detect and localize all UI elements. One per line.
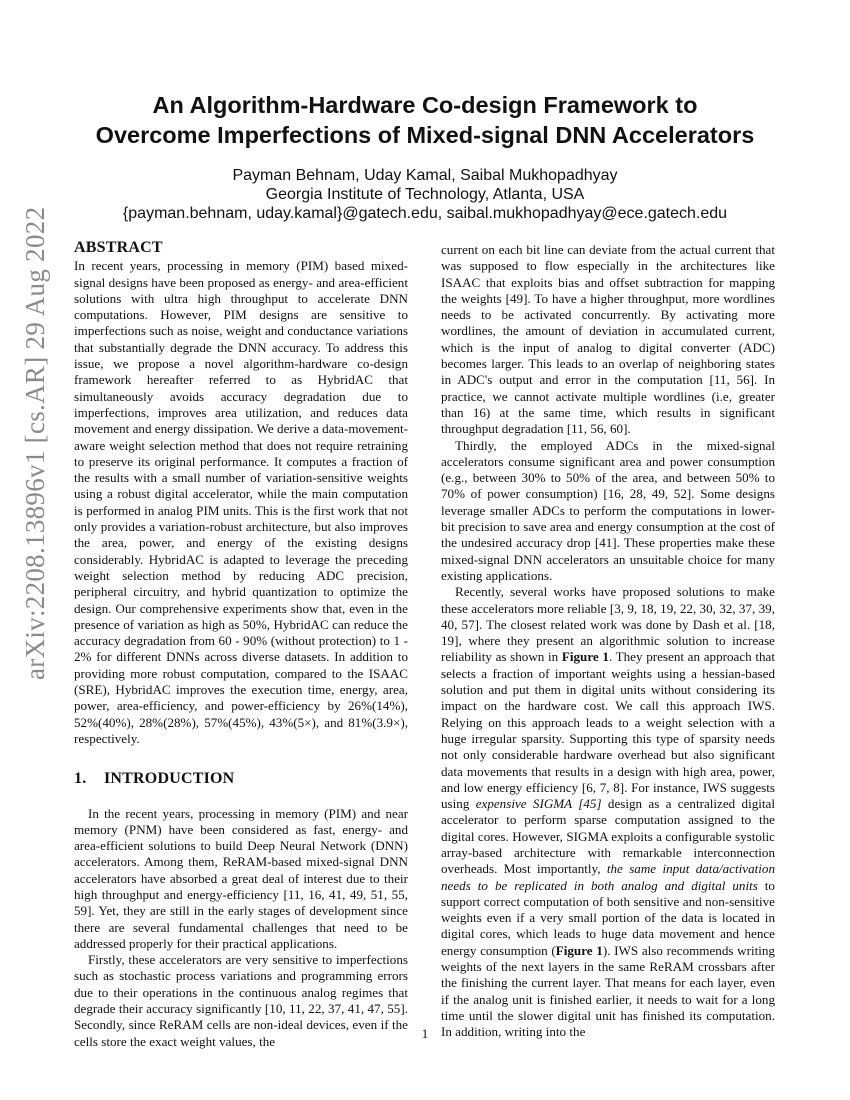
author-names: Payman Behnam, Uday Kamal, Saibal Mukhopadhyay — [232, 167, 618, 184]
section-number: 1. — [74, 770, 87, 788]
text-run: ). IWS also recommends writing weights of the next layers in the same ReRAM crossbars after the finishing the current layer. That means for each layer, even if the analog unit is finished earlier, it needs to wait for a long time until the slower digital unit has finished its computation. In addition, writing into the — [441, 942, 775, 1040]
introduction-heading — [74, 771, 408, 787]
emphasis-text: the same input data/activation needs to be replicated in both analog and digital units — [441, 861, 775, 893]
figure-reference: Figure 1 — [561, 649, 609, 665]
right-paragraph-2: Thirdly, the employed ADCs in the mixed-signal accelerators consume significant area and power consumption (e.g., between 30% to 50% of the area, and between 50% to 70% of power consumption) [16, 28, 49, 52]. Some designs leverage smaller ADCs to perform the computations in lower-bit precision to save area and energy consumption at the cost of the undesired accuracy drop [41]. These properties make these mixed-signal DNN accelerators an unsuitable choice for many existing applications. — [441, 437, 775, 583]
text-run: to support correct computation of both sensitive and non-sensitive weights even if a very small portion of the data is located in digital cores, which leads to huge data movement and hence energy consumption ( — [441, 877, 775, 958]
author-block — [60, 166, 790, 223]
intro-paragraph-1: In the recent years, processing in memory (PIM) and near memory (PNM) have been considered as fast, energy- and area-efficient solutions to build Deep Neural Network (DNN) accelerators. Among them, ReRAM-based mixed-signal DNN accelerators have absorbed a great deal of interest due to their high throughput and energy-efficiency [11, 16, 41, 49, 51, 55, 59]. Yet, they are still in the early stages of development since there are several fundamental challenges that need to be addressed properly for their practical applications. — [74, 805, 408, 951]
affiliation: Georgia Institute of Technology, Atlanta, USA — [265, 186, 585, 203]
text-run: design as a centralized digital accelerator to perform sparse computation assigned to the digital cores. However, SIGMA exploits a configurable systolic array-based architecture with remarkable interconnection overheads. Most importantly, — [441, 796, 775, 877]
abstract-heading: ABSTRACT — [74, 239, 163, 256]
right-paragraph-3 — [441, 584, 775, 1040]
text-run: Recently, several works have proposed solutions to make these accelerators more reliable [3, 9, 18, 19, 22, 30, 32, 37, 39, 40, 57]. The closest related work was done by Dash et al. [18, 19], where they present an algorithmic solution to increase reliability as shown in — [441, 584, 775, 665]
title-line-1: An Algorithm-Hardware Co-design Framework to — [152, 92, 698, 118]
section-title: INTRODUCTION — [104, 770, 235, 788]
paper-title — [60, 90, 790, 150]
left-column — [74, 240, 408, 1050]
author-emails: {payman.behnam, uday.kamal}@gatech.edu, saibal.mukhopadhyay@ece.gatech.edu — [122, 205, 728, 222]
figure-reference: Figure 1 — [555, 942, 603, 958]
arxiv-identifier: arXiv:2208.13896v1 [cs.AR] 29 Aug 2022 — [20, 206, 50, 680]
emphasis-text: expensive SIGMA [45] — [475, 796, 602, 812]
title-line-2: Overcome Imperfections of Mixed-signal DNN Accelerators — [95, 122, 755, 148]
right-paragraph-1: current on each bit line can deviate from the actual current that was supposed to flow especially in the architectures like ISAAC that exploits bias and offset subtraction for mapping the weights [49]. To have a higher throughput, more wordlines needs to be activated concurrently. By activating more wordlines, the amount of deviation in accumulated current, which is the input of analog to digital converter (ADC) becomes larger. This leads to an overlap of neighboring states in ADC's output and error in the computation [11, 56]. In practice, we cannot activate multiple wordlines (i.e, greater than 16) at the same time, which results in significant throughput degradation [11, 56, 60]. — [441, 242, 775, 437]
text-run: . They present an approach that selects a fraction of important weights using a hessian-based solution and put them in digital units without considering its impact on the hardware cost. We call this approach IWS. Relying on this approach leads to a weight selection with a huge irregular sparsity. Supporting this type of sparsity needs not only considerable hardware overhead but also significant data movements that results in a design with high area, power, and low energy efficiency [6, 7, 8]. For instance, IWS suggests using — [441, 649, 775, 812]
intro-paragraph-2: Firstly, these accelerators are very sensitive to imperfections such as stochastic process variations and programming errors due to their operations in the continuous analog regimes that degrade their accuracy significantly [10, 11, 22, 37, 41, 47, 55]. Secondly, since ReRAM cells are non-ideal devices, even if the cells store the exact weight values, the — [74, 952, 408, 1049]
abstract-text: In recent years, processing in memory (PIM) based mixed-signal designs have been proposed as energy- and area-efficient solutions with ultra high throughput to accelerate DNN computations. However, PIM designs are sensitive to imperfections such as noise, weight and conductance variations that substantially degrade the DNN accuracy. To address this issue, we propose a novel algorithm-hardware co-design framework hereafter referred to as HybridAC that simultaneously avoids accuracy degradation due to imperfections, improves area utilization, and reduces data movement and energy dissipation. We derive a data-movement-aware weight selection method that does not require retraining to preserve its original performance. It computes a fraction of the results with a small number of variation-sensitive weights using a robust digital accelerator, while the main computation is performed in analog PIM units. This is the first work that not only provides a variation-robust architecture, but also improves the area, power, and energy of the existing designs considerably. HybridAC is adapted to leverage the preceding weight selection method by reducing ADC precision, peripheral circuitry, and hybrid quantization to optimize the design. Our comprehensive experiments show that, even in the presence of variation as high as 50%, HybridAC can reduce the accuracy degradation from 60 - 90% (without protection) to 1 - 2% for different DNNs across diverse datasets. In addition to providing more robust computation, compared to the ISAAC (SRE), HybridAC improves the execution time, energy, area, power, area-efficiency, and power-efficiency by 26%(14%), 52%(40%), 28%(28%), 57%(45%), 43%(5×), and 81%(3.9×), respectively. — [74, 258, 408, 746]
right-column — [441, 242, 775, 1041]
page-number: 1 — [421, 1026, 429, 1041]
